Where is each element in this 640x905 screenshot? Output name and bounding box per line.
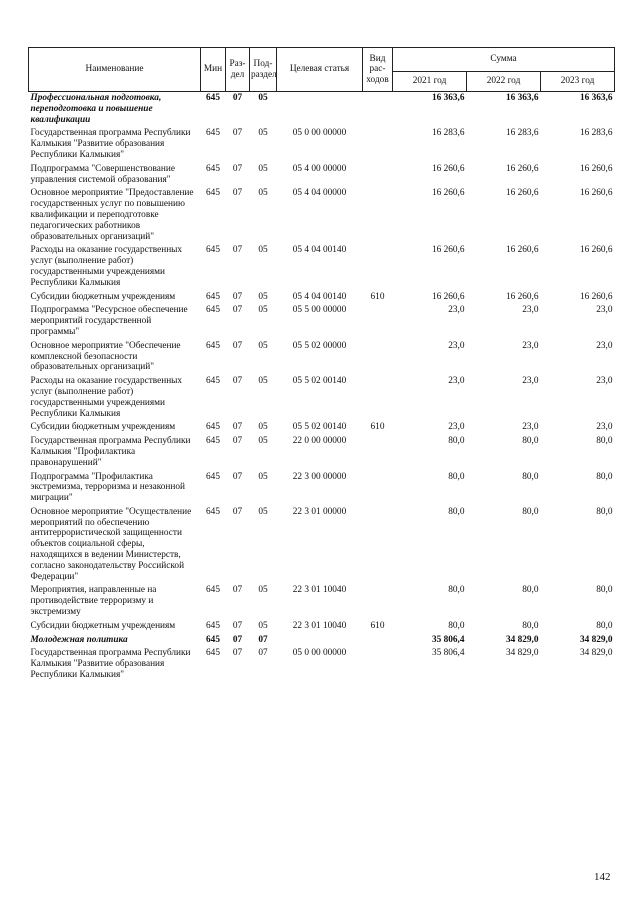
cell-sum-2023: 23,0 bbox=[596, 340, 613, 351]
cell-name: Подпрограмма "Ресурсное обеспечение мероприятий государственной программы" bbox=[30, 305, 188, 337]
cell-celevaya-statya bbox=[277, 92, 363, 128]
cell-celevaya-statya: 05 4 04 00140 bbox=[292, 245, 347, 256]
cell-ministry: 645 bbox=[206, 585, 220, 596]
cell-ministry: 645 bbox=[206, 340, 220, 351]
cell-sum-2021: 80,0 bbox=[448, 620, 465, 631]
cell-sum-2021: 23,0 bbox=[448, 305, 465, 316]
cell-celevaya-statya: 05 5 00 00000 bbox=[292, 305, 347, 316]
cell-ministry: 645 bbox=[206, 376, 220, 387]
table-row bbox=[29, 634, 615, 648]
cell-sum-2023: 80,0 bbox=[596, 436, 613, 447]
cell-vid-rashodov bbox=[363, 435, 393, 470]
cell-razdel: 07 bbox=[232, 128, 243, 139]
cell-podrazdel: 05 bbox=[258, 188, 268, 199]
cell-sum-2023: 23,0 bbox=[596, 422, 613, 433]
cell-ministry: 645 bbox=[206, 188, 220, 199]
cell-vid-rashodov: 610 bbox=[370, 291, 385, 302]
cell-sum-2021: 16 363,6 bbox=[431, 93, 465, 103]
cell-vid-rashodov bbox=[363, 187, 393, 244]
cell-razdel: 07 bbox=[232, 620, 243, 631]
cell-sum-2022: 23,0 bbox=[522, 376, 539, 387]
cell-sum-2021: 35 806,4 bbox=[431, 648, 465, 659]
cell-sum-2021: 23,0 bbox=[448, 422, 465, 433]
cell-sum-2021: 80,0 bbox=[448, 436, 465, 447]
table-row bbox=[29, 163, 615, 188]
table-body bbox=[29, 92, 615, 683]
cell-vid-rashodov: 610 bbox=[370, 620, 385, 631]
cell-name: Подпрограмма "Совершенствование управления системой образования" bbox=[30, 163, 175, 185]
cell-podrazdel: 05 bbox=[258, 376, 268, 387]
cell-sum-2023: 23,0 bbox=[596, 305, 613, 316]
cell-sum-2021: 16 260,6 bbox=[431, 163, 465, 174]
cell-sum-2022: 34 829,0 bbox=[505, 648, 539, 659]
cell-celevaya-statya: 22 3 01 10040 bbox=[292, 585, 347, 596]
cell-sum-2021: 23,0 bbox=[448, 376, 465, 387]
cell-podrazdel: 05 bbox=[258, 128, 268, 139]
cell-sum-2021: 23,0 bbox=[448, 340, 465, 351]
cell-name: Молодежная политика bbox=[30, 634, 128, 645]
header-celevaya-statya: Целевая статья bbox=[277, 48, 363, 92]
cell-name: Профессиональная подготовка, переподготовка и повышение квалификации bbox=[30, 93, 162, 125]
cell-sum-2022: 34 829,0 bbox=[505, 634, 539, 645]
cell-celevaya-statya: 05 4 04 00000 bbox=[292, 188, 347, 199]
cell-sum-2023: 34 829,0 bbox=[579, 648, 613, 659]
cell-ministry: 645 bbox=[206, 436, 220, 447]
cell-sum-2023: 16 283,6 bbox=[579, 128, 613, 139]
cell-razdel: 07 bbox=[232, 93, 243, 103]
cell-ministry: 645 bbox=[206, 648, 220, 659]
budget-sheet bbox=[28, 47, 614, 683]
cell-sum-2021: 16 260,6 bbox=[431, 245, 465, 256]
cell-podrazdel: 05 bbox=[258, 305, 268, 316]
cell-sum-2022: 16 363,6 bbox=[505, 93, 539, 103]
cell-sum-2023: 16 260,6 bbox=[579, 163, 613, 174]
header-razdel: Раз-дел bbox=[226, 48, 250, 92]
cell-sum-2021: 16 260,6 bbox=[431, 188, 465, 199]
table-row bbox=[29, 421, 615, 435]
cell-razdel: 07 bbox=[232, 163, 243, 174]
cell-sum-2022: 80,0 bbox=[522, 471, 539, 482]
cell-celevaya-statya: 05 4 00 00000 bbox=[292, 163, 347, 174]
cell-sum-2022: 16 260,6 bbox=[505, 291, 539, 302]
cell-sum-2022: 23,0 bbox=[522, 340, 539, 351]
table-header bbox=[29, 48, 615, 92]
cell-podrazdel: 05 bbox=[258, 291, 268, 302]
cell-sum-2022: 80,0 bbox=[522, 506, 539, 517]
cell-sum-2021: 16 260,6 bbox=[431, 291, 465, 302]
cell-podrazdel: 05 bbox=[258, 585, 268, 596]
cell-sum-2023: 23,0 bbox=[596, 376, 613, 387]
cell-celevaya-statya: 05 0 00 00000 bbox=[292, 648, 347, 659]
cell-vid-rashodov bbox=[363, 127, 393, 162]
cell-sum-2023: 34 829,0 bbox=[579, 634, 613, 645]
table-row bbox=[29, 92, 615, 128]
cell-vid-rashodov bbox=[363, 163, 393, 188]
table-row bbox=[29, 244, 615, 290]
cell-name: Основное мероприятие "Предоставление государственных услуг по повышению квалификации и переподготовке педагогических работников образовательных организаций" bbox=[30, 188, 194, 242]
cell-ministry: 645 bbox=[206, 245, 220, 256]
cell-ministry: 645 bbox=[206, 471, 220, 482]
cell-sum-2021: 80,0 bbox=[448, 506, 465, 517]
table-row bbox=[29, 304, 615, 339]
cell-sum-2023: 16 260,6 bbox=[579, 291, 613, 302]
cell-name: Субсидии бюджетным учреждениям bbox=[30, 291, 176, 302]
table-row bbox=[29, 187, 615, 244]
cell-podrazdel: 05 bbox=[258, 93, 268, 103]
cell-sum-2022: 23,0 bbox=[522, 305, 539, 316]
cell-celevaya-statya: 05 0 00 00000 bbox=[292, 128, 347, 139]
cell-podrazdel: 05 bbox=[258, 471, 268, 482]
header-vid-rashodov: Вид рас-ходов bbox=[363, 48, 393, 92]
cell-vid-rashodov bbox=[363, 506, 393, 585]
cell-name: Субсидии бюджетным учреждениям bbox=[30, 620, 176, 631]
header-min: Мин bbox=[201, 48, 226, 92]
cell-podrazdel: 07 bbox=[258, 648, 268, 659]
cell-name: Подпрограмма "Профилактика экстремизма, терроризма и незаконной миграции" bbox=[30, 471, 185, 504]
cell-podrazdel: 05 bbox=[258, 245, 268, 256]
cell-podrazdel: 05 bbox=[258, 620, 268, 631]
cell-name: Мероприятия, направленные на противодействие терроризму и экстремизму bbox=[30, 585, 157, 618]
cell-vid-rashodov bbox=[363, 471, 393, 506]
cell-sum-2023: 80,0 bbox=[596, 620, 613, 631]
cell-vid-rashodov bbox=[363, 647, 393, 682]
cell-celevaya-statya: 05 4 04 00140 bbox=[292, 291, 347, 302]
cell-vid-rashodov bbox=[363, 584, 393, 619]
cell-sum-2022: 16 260,6 bbox=[505, 188, 539, 199]
cell-ministry: 645 bbox=[206, 305, 220, 316]
cell-celevaya-statya bbox=[277, 634, 363, 648]
cell-razdel: 07 bbox=[232, 436, 243, 447]
cell-podrazdel: 05 bbox=[258, 422, 268, 433]
cell-razdel: 07 bbox=[232, 506, 243, 517]
cell-razdel: 07 bbox=[232, 634, 243, 645]
cell-celevaya-statya: 05 5 02 00140 bbox=[292, 376, 347, 387]
table-row bbox=[29, 471, 615, 506]
cell-sum-2021: 80,0 bbox=[448, 471, 465, 482]
cell-razdel: 07 bbox=[232, 245, 243, 256]
cell-sum-2022: 80,0 bbox=[522, 620, 539, 631]
cell-podrazdel: 05 bbox=[258, 340, 268, 351]
cell-ministry: 645 bbox=[206, 422, 220, 433]
cell-name: Государственная программа Республики Калмыкия "Профилактика правонарушений" bbox=[30, 436, 191, 468]
cell-razdel: 07 bbox=[232, 471, 243, 482]
cell-podrazdel: 05 bbox=[258, 163, 268, 174]
header-year-2021: 2021 год bbox=[393, 72, 467, 92]
table-row bbox=[29, 291, 615, 305]
cell-vid-rashodov bbox=[363, 634, 393, 648]
table-row bbox=[29, 340, 615, 375]
cell-name: Расходы на оказание государственных услуг (выполнение работ) государственными учреждениями Республики Калмыкия bbox=[30, 245, 183, 288]
cell-podrazdel: 05 bbox=[258, 436, 268, 447]
cell-vid-rashodov bbox=[363, 340, 393, 375]
cell-vid-rashodov bbox=[363, 304, 393, 339]
header-summa: Сумма bbox=[393, 48, 615, 72]
cell-razdel: 07 bbox=[232, 188, 243, 199]
cell-sum-2022: 16 283,6 bbox=[505, 128, 539, 139]
cell-name: Основное мероприятие "Осуществление мероприятий по обеспечению антитеррористической защищенности объектов социальной сферы, находящихся в ведении Министерств, согласно законодательству Российской Федерации" bbox=[30, 506, 192, 582]
cell-name: Субсидии бюджетным учреждениям bbox=[30, 422, 176, 433]
cell-podrazdel: 07 bbox=[258, 634, 268, 645]
cell-podrazdel: 05 bbox=[258, 506, 268, 517]
table-row bbox=[29, 127, 615, 162]
header-year-2022: 2022 год bbox=[467, 72, 541, 92]
cell-sum-2021: 16 283,6 bbox=[431, 128, 465, 139]
table-row bbox=[29, 620, 615, 634]
cell-sum-2022: 80,0 bbox=[522, 436, 539, 447]
table-row bbox=[29, 584, 615, 619]
cell-sum-2022: 23,0 bbox=[522, 422, 539, 433]
cell-sum-2023: 16 260,6 bbox=[579, 188, 613, 199]
cell-ministry: 645 bbox=[206, 506, 220, 517]
table-row bbox=[29, 506, 615, 585]
cell-sum-2023: 80,0 bbox=[596, 506, 613, 517]
cell-ministry: 645 bbox=[206, 291, 220, 302]
cell-vid-rashodov bbox=[363, 375, 393, 421]
budget-table bbox=[28, 47, 615, 683]
cell-vid-rashodov: 610 bbox=[370, 422, 385, 433]
cell-sum-2021: 35 806,4 bbox=[431, 634, 465, 645]
cell-name: Государственная программа Республики Калмыкия "Развитие образования Республики Калмыкия" bbox=[30, 128, 191, 160]
table-row bbox=[29, 647, 615, 682]
header-year-2023: 2023 год bbox=[541, 72, 615, 92]
cell-celevaya-statya: 05 5 02 00140 bbox=[292, 422, 347, 433]
cell-sum-2021: 80,0 bbox=[448, 585, 465, 596]
cell-sum-2022: 16 260,6 bbox=[505, 163, 539, 174]
cell-celevaya-statya: 22 3 01 10040 bbox=[292, 620, 347, 631]
header-podrazdel: Под-раздел bbox=[250, 48, 277, 92]
page-number: 142 bbox=[594, 871, 611, 883]
cell-razdel: 07 bbox=[232, 422, 243, 433]
cell-razdel: 07 bbox=[232, 585, 243, 596]
cell-sum-2022: 16 260,6 bbox=[505, 245, 539, 256]
header-name: Наименование bbox=[29, 48, 201, 92]
cell-razdel: 07 bbox=[232, 376, 243, 387]
cell-name: Расходы на оказание государственных услуг (выполнение работ) государственными учреждениями Республики Калмыкия bbox=[30, 376, 183, 419]
cell-ministry: 645 bbox=[206, 93, 220, 103]
cell-razdel: 07 bbox=[232, 340, 243, 351]
cell-ministry: 645 bbox=[206, 634, 220, 645]
cell-razdel: 07 bbox=[232, 648, 243, 659]
cell-celevaya-statya: 22 0 00 00000 bbox=[292, 436, 347, 447]
cell-name: Государственная программа Республики Калмыкия "Развитие образования Республики Калмыкия" bbox=[30, 648, 191, 681]
cell-celevaya-statya: 05 5 02 00000 bbox=[292, 340, 347, 351]
cell-name: Основное мероприятие "Обеспечение комплексной безопасности образовательных организаций" bbox=[30, 340, 181, 373]
cell-ministry: 645 bbox=[206, 620, 220, 631]
cell-sum-2023: 80,0 bbox=[596, 471, 613, 482]
cell-ministry: 645 bbox=[206, 163, 220, 174]
cell-celevaya-statya: 22 3 01 00000 bbox=[292, 506, 347, 517]
cell-sum-2022: 80,0 bbox=[522, 585, 539, 596]
cell-vid-rashodov bbox=[363, 244, 393, 290]
table-row bbox=[29, 435, 615, 470]
cell-razdel: 07 bbox=[232, 305, 243, 316]
table-row bbox=[29, 375, 615, 421]
cell-ministry: 645 bbox=[206, 128, 220, 139]
cell-sum-2023: 16 363,6 bbox=[579, 93, 613, 103]
cell-razdel: 07 bbox=[232, 291, 243, 302]
cell-celevaya-statya: 22 3 00 00000 bbox=[292, 471, 347, 482]
cell-vid-rashodov bbox=[363, 92, 393, 128]
cell-sum-2023: 80,0 bbox=[596, 585, 613, 596]
cell-sum-2023: 16 260,6 bbox=[579, 245, 613, 256]
